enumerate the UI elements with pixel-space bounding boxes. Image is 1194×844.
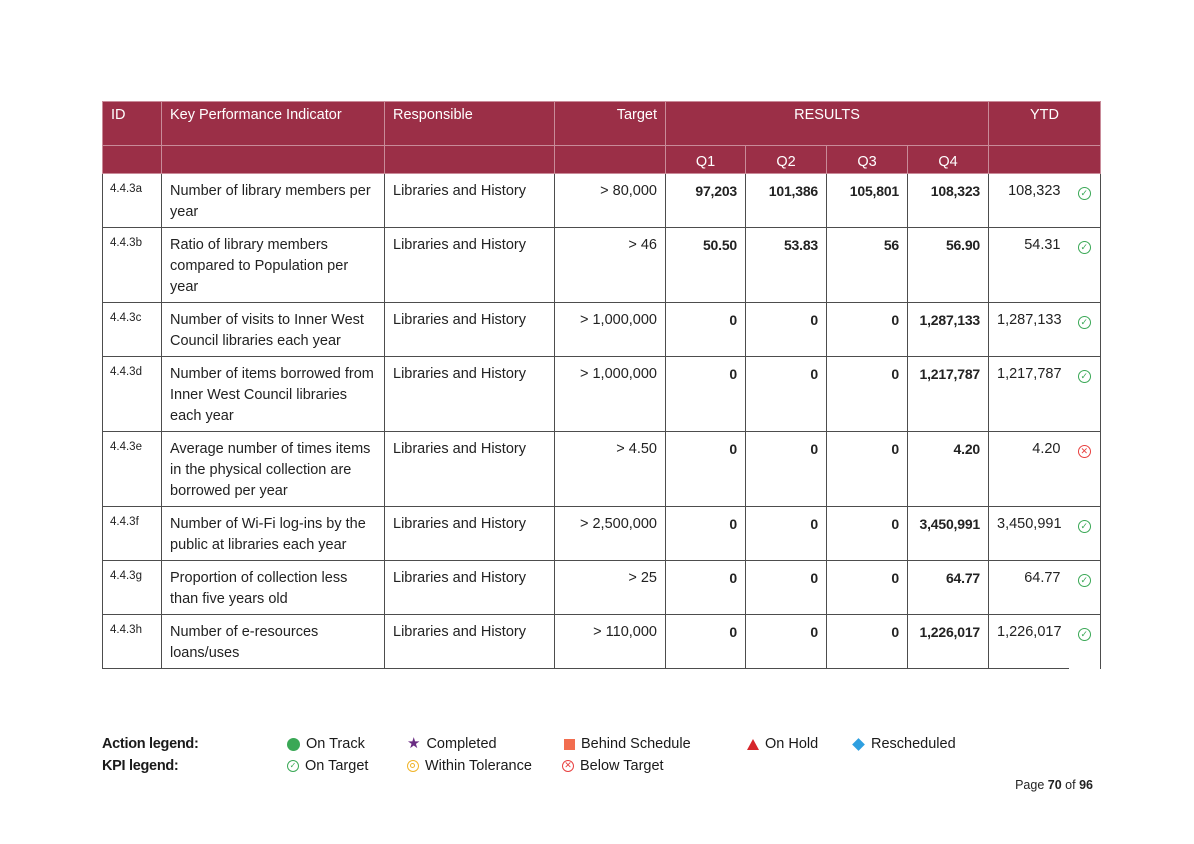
cell-q3: 0 [827, 507, 908, 561]
cell-id: 4.4.3d [103, 357, 162, 432]
cell-ytd: 54.31 [989, 228, 1069, 303]
x-circle-icon: ✕ [1078, 445, 1091, 458]
cell-q2: 0 [746, 432, 827, 507]
cell-kpi: Number of library members per year [162, 174, 385, 228]
cell-q1: 50.50 [666, 228, 746, 303]
cell-id: 4.4.3e [103, 432, 162, 507]
cell-target: > 1,000,000 [555, 357, 666, 432]
cell-target: > 4.50 [555, 432, 666, 507]
cell-id: 4.4.3a [103, 174, 162, 228]
cell-q3: 0 [827, 303, 908, 357]
cell-id: 4.4.3h [103, 615, 162, 669]
header-blank [989, 146, 1101, 174]
cell-q3: 0 [827, 432, 908, 507]
table-row [103, 507, 1101, 561]
check-circle-icon: ✓ [1078, 316, 1091, 329]
page-current: 70 [1047, 778, 1062, 792]
header-ytd: YTD [989, 102, 1101, 146]
header-id: ID [103, 102, 162, 146]
square-icon [564, 739, 575, 750]
cell-q4: 1,287,133 [908, 303, 989, 357]
check-circle-icon: ✓ [1078, 628, 1091, 641]
legend-rescheduled-label: Rescheduled [871, 736, 956, 752]
cell-ytd: 1,217,787 [989, 357, 1069, 432]
header-q2: Q2 [746, 146, 827, 174]
cell-kpi: Number of items borrowed from Inner West Council libraries each year [162, 357, 385, 432]
cell-kpi: Average number of times items in the physical collection are borrowed per year [162, 432, 385, 507]
cell-status [1069, 174, 1101, 228]
cell-q1: 0 [666, 615, 746, 669]
page-of: of [1065, 778, 1076, 792]
cell-status [1069, 561, 1101, 615]
cell-id: 4.4.3f [103, 507, 162, 561]
cell-id: 4.4.3g [103, 561, 162, 615]
check-circle-icon: ✓ [1078, 370, 1091, 383]
cell-ytd: 108,323 [989, 174, 1069, 228]
legend-behind-schedule-label: Behind Schedule [581, 736, 691, 752]
cell-target: > 46 [555, 228, 666, 303]
kpi-legend-label: KPI legend: [102, 758, 179, 774]
check-circle-icon: ✓ [1078, 187, 1091, 200]
legend-on-target [287, 758, 368, 774]
cell-kpi: Number of Wi-Fi log-ins by the public at libraries each year [162, 507, 385, 561]
cell-q2: 0 [746, 507, 827, 561]
cell-q2: 0 [746, 303, 827, 357]
page-total: 96 [1079, 778, 1093, 792]
cell-q4: 4.20 [908, 432, 989, 507]
triangle-icon [747, 739, 759, 750]
on-track-icon [287, 738, 300, 751]
cell-status [1069, 507, 1101, 561]
legend-rescheduled [852, 736, 956, 752]
table-row [103, 432, 1101, 507]
header-q3: Q3 [827, 146, 908, 174]
cell-q1: 97,203 [666, 174, 746, 228]
cell-responsible: Libraries and History [385, 615, 555, 669]
cell-responsible: Libraries and History [385, 432, 555, 507]
table-row [103, 228, 1101, 303]
table-row [103, 174, 1101, 228]
cell-q4: 3,450,991 [908, 507, 989, 561]
cell-id: 4.4.3b [103, 228, 162, 303]
cell-q3: 0 [827, 561, 908, 615]
star-icon: ★ [407, 735, 421, 752]
action-legend-label: Action legend: [102, 736, 199, 752]
cell-q3: 0 [827, 615, 908, 669]
cell-q3: 56 [827, 228, 908, 303]
legend-on-track-label: On Track [306, 736, 365, 752]
cell-responsible: Libraries and History [385, 228, 555, 303]
header-target: Target [555, 102, 666, 146]
check-circle-icon: ✓ [287, 760, 299, 772]
cell-kpi: Number of e-resources loans/uses [162, 615, 385, 669]
page-number [1015, 778, 1093, 792]
cell-status [1069, 615, 1101, 669]
cell-q2: 0 [746, 357, 827, 432]
cell-id: 4.4.3c [103, 303, 162, 357]
cell-responsible: Libraries and History [385, 174, 555, 228]
diamond-icon [852, 738, 865, 751]
check-circle-icon: ✓ [1078, 241, 1091, 254]
cell-target: > 80,000 [555, 174, 666, 228]
cell-q2: 53.83 [746, 228, 827, 303]
cell-status [1069, 228, 1101, 303]
table-row [103, 303, 1101, 357]
legend-completed [407, 736, 497, 752]
cell-status [1069, 357, 1101, 432]
cell-q1: 0 [666, 357, 746, 432]
header-blank [385, 146, 555, 174]
legend-within-tolerance [407, 758, 532, 774]
legend-behind-schedule [564, 736, 691, 752]
legend-completed-label: Completed [426, 736, 497, 752]
cell-q1: 0 [666, 561, 746, 615]
cell-q4: 1,217,787 [908, 357, 989, 432]
kpi-table-body [103, 174, 1101, 669]
cell-q4: 64.77 [908, 561, 989, 615]
cell-q2: 101,386 [746, 174, 827, 228]
header-blank [555, 146, 666, 174]
cell-responsible: Libraries and History [385, 507, 555, 561]
kpi-table [102, 101, 1101, 669]
check-circle-icon: ✓ [1078, 520, 1091, 533]
cell-q2: 0 [746, 561, 827, 615]
cell-kpi: Proportion of collection less than five years old [162, 561, 385, 615]
legend-within-tolerance-label: Within Tolerance [425, 758, 532, 774]
legend-on-track [287, 736, 365, 752]
cell-target: > 1,000,000 [555, 303, 666, 357]
legend-on-hold [747, 736, 818, 752]
header-q1: Q1 [666, 146, 746, 174]
cell-responsible: Libraries and History [385, 357, 555, 432]
cell-q1: 0 [666, 432, 746, 507]
legend-on-hold-label: On Hold [765, 736, 819, 752]
cell-target: > 2,500,000 [555, 507, 666, 561]
cell-target: > 110,000 [555, 615, 666, 669]
cell-status [1069, 303, 1101, 357]
cell-q1: 0 [666, 507, 746, 561]
cell-kpi: Number of visits to Inner West Council libraries each year [162, 303, 385, 357]
cell-ytd: 1,287,133 [989, 303, 1069, 357]
tolerance-circle-icon [407, 760, 419, 772]
cell-ytd: 3,450,991 [989, 507, 1069, 561]
legend-on-target-label: On Target [305, 758, 369, 774]
table-row [103, 357, 1101, 432]
cell-q3: 0 [827, 357, 908, 432]
cell-q1: 0 [666, 303, 746, 357]
legend-below-target-label: Below Target [580, 758, 664, 774]
legend-below-target [562, 758, 664, 774]
cell-ytd: 4.20 [989, 432, 1069, 507]
table-row [103, 615, 1101, 669]
cell-kpi: Ratio of library members compared to Population per year [162, 228, 385, 303]
header-blank [103, 146, 162, 174]
page-prefix: Page [1015, 778, 1045, 792]
header-responsible: Responsible [385, 102, 555, 146]
cell-ytd: 64.77 [989, 561, 1069, 615]
header-kpi: Key Performance Indicator [162, 102, 385, 146]
table-row [103, 561, 1101, 615]
cell-ytd: 1,226,017 [989, 615, 1069, 669]
x-circle-icon: ✕ [562, 760, 574, 772]
cell-target: > 25 [555, 561, 666, 615]
cell-status [1069, 432, 1101, 507]
cell-q4: 1,226,017 [908, 615, 989, 669]
cell-q4: 108,323 [908, 174, 989, 228]
cell-q2: 0 [746, 615, 827, 669]
cell-q3: 105,801 [827, 174, 908, 228]
check-circle-icon: ✓ [1078, 574, 1091, 587]
cell-responsible: Libraries and History [385, 561, 555, 615]
header-results: RESULTS [666, 102, 989, 146]
cell-responsible: Libraries and History [385, 303, 555, 357]
header-q4: Q4 [908, 146, 989, 174]
cell-q4: 56.90 [908, 228, 989, 303]
header-blank [162, 146, 385, 174]
